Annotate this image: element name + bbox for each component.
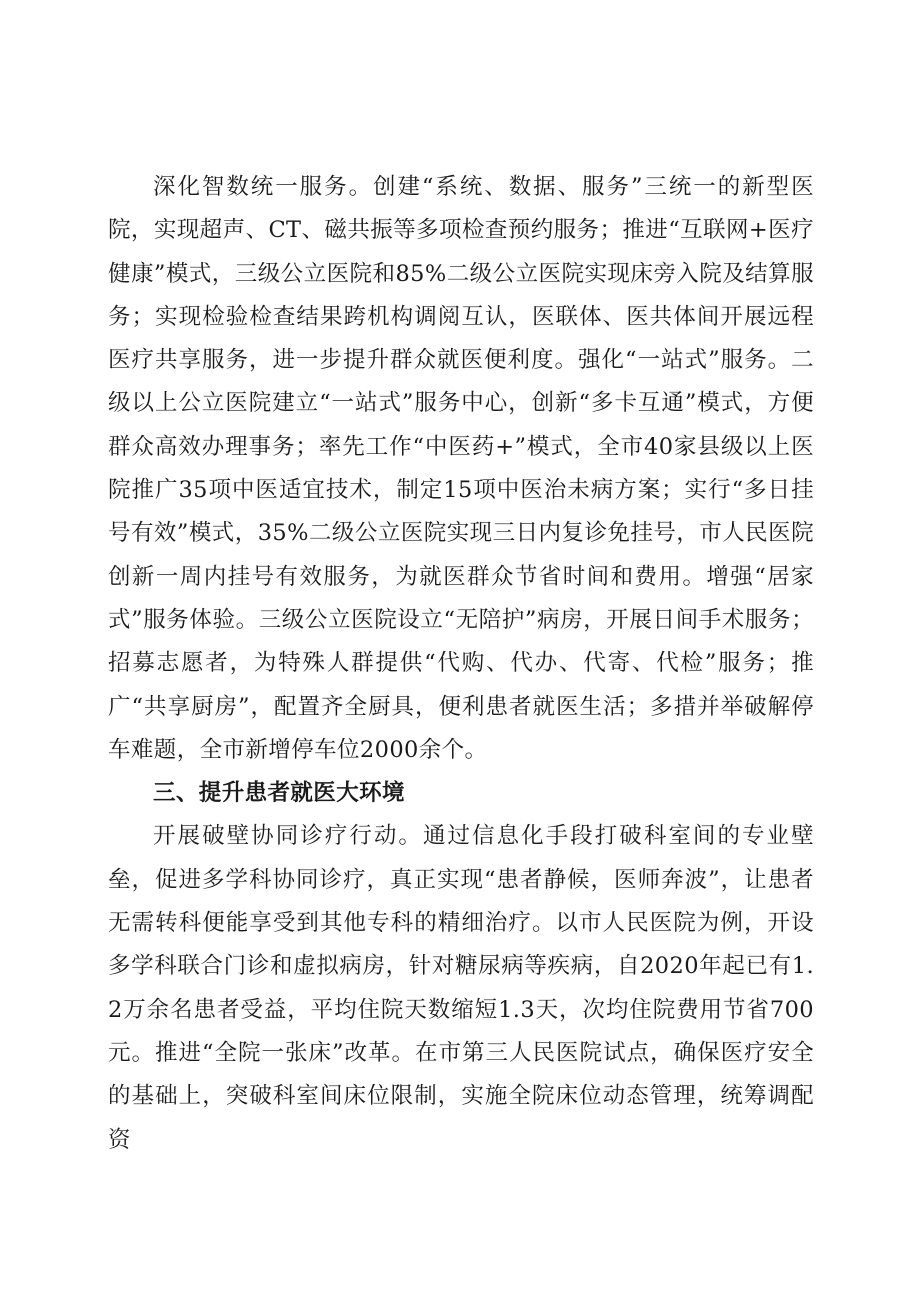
paragraph-collaborative-care: 开展破壁协同诊疗行动。通过信息化手段打破科室间的专业壁垒，促进多学科协同诊疗，真正实现“患者静候，医师奔波”，让患者无需转科便能享受到其他专科的精细治疗。以市人民医院为例，开设多学科联合门诊和虚拟病房，针对糖尿病等疾病，自2020年起已有1.2万余名患者受益，平均住院天数缩短1.3天，次均住院费用节省700元。推进“全院一张床”改革。在市第三人民医院试点，确保医疗安全的基础上，突破科室间床位限制，实施全院床位动态管理，统筹调配资 [108, 823, 814, 1153]
section-heading: 三、提升患者就医大环境 [153, 780, 405, 807]
paragraph-smart-services: 深化智数统一服务。创建“系统、数据、服务”三统一的新型医院，实现超声、CT、磁共振等多项检查预约服务；推进“互联网+医疗健康”模式，三级公立医院和85%二级公立医院实现床旁入院及结算服务；实现检验检查结果跨机构调阅互认，医联体、医共体间开展远程医疗共享服务，进一步提升群众就医便利度。强化“一站式”服务。二级以上公立医院建立“一站式”服务中心，创新“多卡互通”模式，方便群众高效办理事务；率先工作“中医药+”模式，全市40家县级以上医院推广35项中医适宜技术，制定15项中医治未病方案；实行“多日挂号有效”模式，35%二级公立医院实现三日内复诊免挂号，市人民医院创新一周内挂号有效服务，为就医群众节省时间和费用。增强“居家式”服务体验。三级公立医院设立“无陪护”病房，开展日间手术服务；招募志愿者，为特殊人群提供“代购、代办、代寄、代检”服务；推广“共享厨房”，配置齐全厨具，便利患者就医生活；多措并举破解停车难题，全市新增停车位2000余个。 [108, 174, 814, 763]
document-body [108, 166, 814, 1162]
